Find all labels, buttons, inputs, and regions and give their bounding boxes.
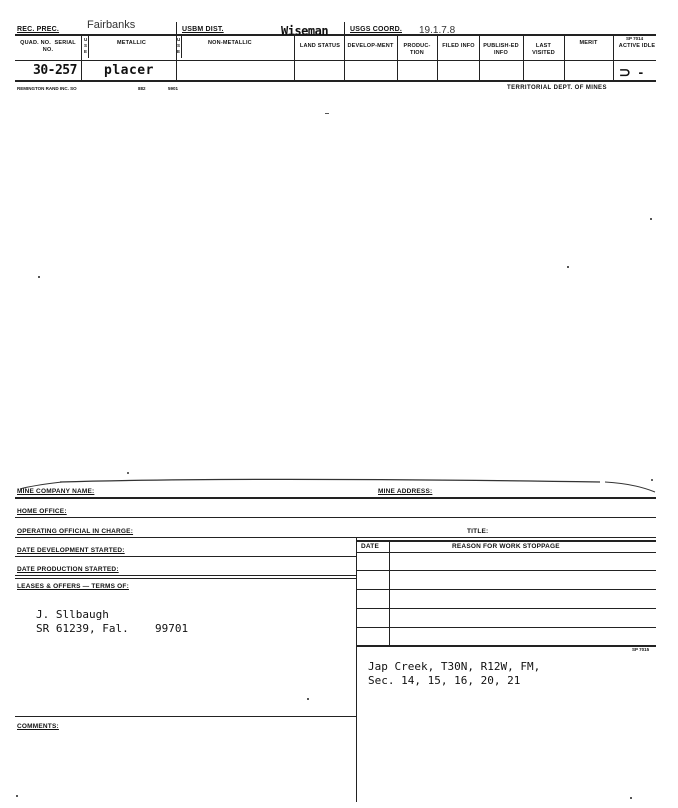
usbm-dist-value: Wiseman [281,24,329,38]
col-quad-serial [15,40,81,54]
use-sep [181,36,182,58]
lease-number: SR 61239, Fal. [36,622,129,635]
header-rule [15,34,656,36]
stoppage-row-rule [356,552,656,553]
speck [630,797,632,799]
date-production-label: DATE PRODUCTION STARTED: [17,566,119,573]
home-office-label: HOME OFFICE: [17,508,67,515]
col-sep [397,34,398,80]
mine-company-rule [15,497,656,499]
active-mark: ⊃ - [619,64,644,80]
stoppage-header-rule [356,540,656,542]
home-office-rule [15,517,656,518]
stoppage-row-rule [356,570,656,571]
center-divider [356,537,357,802]
col-sep [523,34,524,80]
usbm-dist-label: USBM DIST. [182,26,224,33]
rec-prec-value: Fairbanks [87,19,136,31]
col-active-idle: ACTIVE IDLE [618,43,656,49]
record-metallic: placer [104,63,154,78]
torn-edge [0,470,678,500]
mine-address-label: MINE ADDRESS: [378,488,433,495]
col-sep [564,34,565,80]
printer-code1: 882 [138,86,146,91]
lease-zip: 99701 [155,622,189,635]
printer-code2: 5901 [168,86,179,91]
prod-started-rule [15,575,356,576]
speck [650,218,652,220]
lease-holder: J. Sllbaugh [36,608,109,621]
leases-offers-label: LEASES & OFFERS — TERMS OF: [17,583,129,590]
col-filed-info: FILED INFO [442,43,475,49]
prod-started-rule2 [15,578,356,579]
col-development: DEVELOP-MENT [347,43,394,49]
comments-rule [15,716,356,717]
col-non-metallic: NON-METALLIC [208,40,252,46]
form-number-top: SP 7014 [626,36,644,41]
col-metallic: METALLIC [117,40,146,46]
record-quad-serial: 30-257 [33,63,77,78]
stoppage-bottom-rule [356,645,656,647]
col-sep [437,34,438,80]
date-development-label: DATE DEVELOPMENT STARTED: [17,547,125,554]
printer-imprint: REMINGTON RAND INC. SO [17,86,77,91]
location-line-2: Sec. 14, 15, 16, 20, 21 [368,674,521,687]
stoppage-row-rule [356,608,656,609]
speck [38,276,40,278]
location-line-1: Jap Creek, T30N, R12W, FM, [368,660,541,673]
dev-started-rule [15,556,356,557]
col-sep [294,34,295,80]
col-sep [344,22,345,80]
col-quad-no: QUAD. NO. [20,40,51,46]
comments-label: COMMENTS: [17,723,59,730]
col-production: PRODUC-TION [403,43,431,56]
column-header-rule [15,60,656,61]
operating-official-label: OPERATING OFFICIAL IN CHARGE: [17,528,134,535]
col-merit: MERIT [579,40,598,46]
stoppage-row-rule [356,589,656,590]
col-serial-no: SERIAL NO. [42,40,76,53]
date-col-divider [389,540,390,645]
official-rule [15,537,656,538]
territorial-dept: TERRITORIAL DEPT. OF MINES [507,85,607,91]
stoppage-row-rule [356,627,656,628]
col-use-nonmetallic: U S E [177,37,181,54]
form-number-bottom: SP 7015 [632,647,650,652]
reason-column-label: REASON FOR WORK STOPPAGE [452,543,560,550]
speck [325,113,329,114]
usgs-coord-value: 19.1.7.8 [419,25,456,36]
usgs-coord-label: USGS COORD. [350,26,402,33]
col-sep [479,34,480,80]
rec-prec-label: REC. PREC. [17,26,60,33]
col-land-status: LAND STATUS [299,43,341,49]
use-sep [88,36,89,58]
speck [16,795,18,797]
title-label: TITLE: [467,528,489,535]
record-bottom-rule [15,80,656,82]
col-last-visited: LAST VISITED [532,43,555,56]
col-sep [81,34,82,80]
col-sep [613,34,614,80]
speck [567,266,569,268]
speck [307,698,309,700]
mine-company-name-label: MINE COMPANY NAME: [17,488,95,495]
col-use-metallic: U S E [84,37,88,54]
col-published-info: PUBLISH-ED INFO [483,43,519,56]
date-column-label: DATE [361,543,380,550]
